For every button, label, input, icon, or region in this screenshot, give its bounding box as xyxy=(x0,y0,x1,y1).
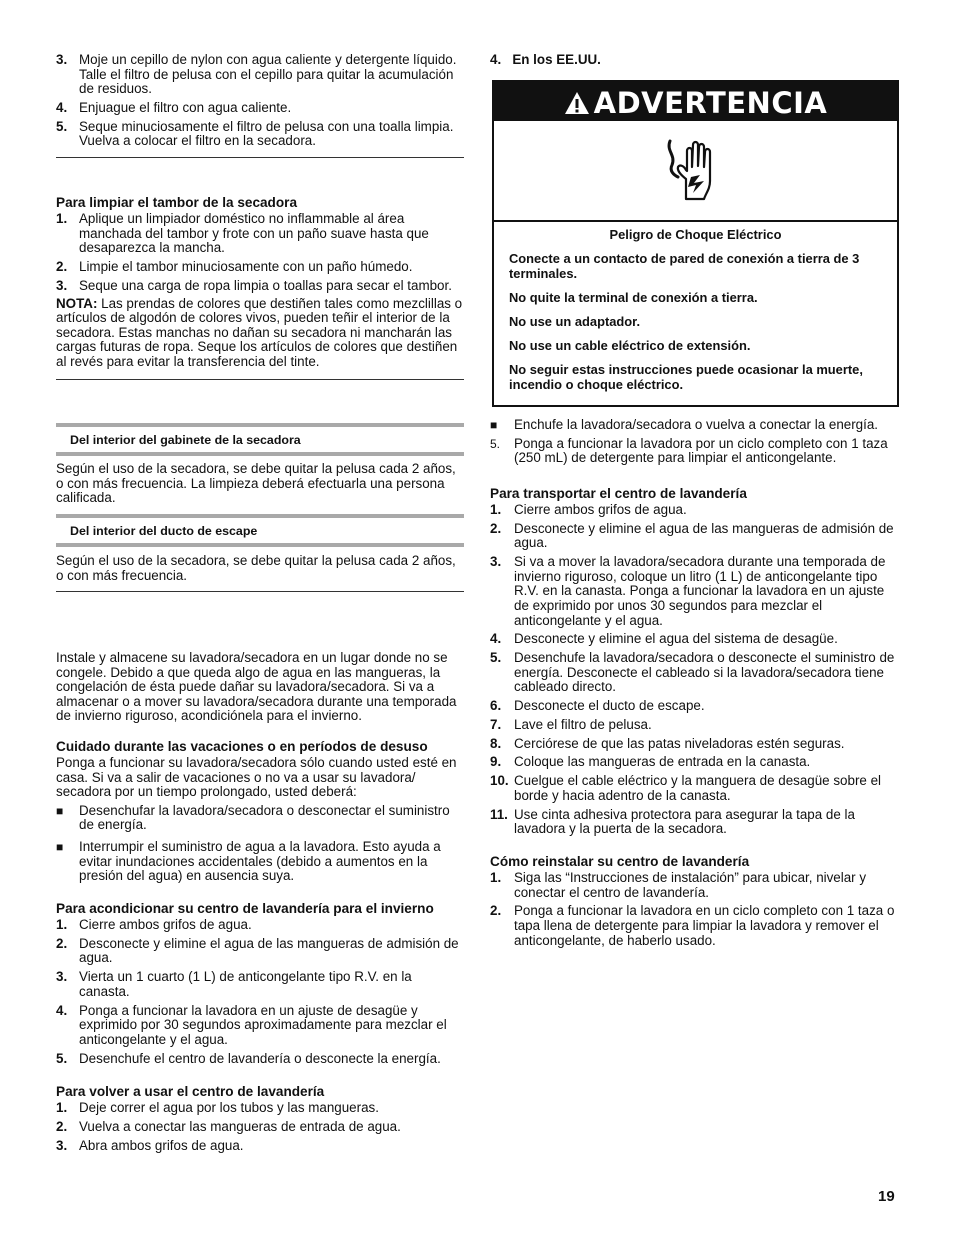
vacation-bullets xyxy=(56,804,464,884)
list-item xyxy=(490,808,898,837)
step-number: 2. xyxy=(56,258,68,274)
warning-header xyxy=(494,82,897,121)
filter-steps-list xyxy=(56,53,464,153)
reinstall-section xyxy=(490,854,898,952)
step-number: 2. xyxy=(490,903,502,919)
step-number: 1. xyxy=(56,917,68,932)
warning-line: Conecte a un contacto de pared de conexión a tierra de 3 terminales. xyxy=(509,251,860,281)
step-number: 3. xyxy=(56,277,68,293)
gray-rule xyxy=(56,452,464,456)
list-item xyxy=(490,718,898,733)
step-number: 8. xyxy=(490,735,502,751)
step-number: 1. xyxy=(490,502,502,517)
list-item xyxy=(490,555,898,628)
note-label: NOTA: xyxy=(56,295,98,311)
gray-rule xyxy=(56,514,464,518)
drum-section xyxy=(56,195,464,370)
transport-section xyxy=(490,486,898,841)
list-item xyxy=(56,840,464,884)
reinstall-heading: Cómo reinstalar su centro de lavandería xyxy=(490,854,750,869)
step-text: En los EE.UU. xyxy=(512,52,601,67)
warning-title: Peligro de Choque Eléctrico xyxy=(609,227,782,242)
note-text: Las prendas de colores que destiñen tales como mezclillas o artículos de algodón de colores vivos, pueden teñir el interior de la secadora. Estas manchas no dañan su secadora ni mancharán las cargas futuras de ropa. Seque los artículos de colores que destiñen al revés para evitar la transferencia del tinte. xyxy=(56,295,463,369)
step-number: 1. xyxy=(490,870,502,885)
winter-section xyxy=(56,901,464,1070)
section-divider xyxy=(56,157,464,158)
step-number: 2. xyxy=(56,1118,68,1134)
step-text: Desenchufe la lavadora/secadora o desconecte el suministro de energía. Desconecte el cableado si la lavadora/secadora tiene cableado directo. xyxy=(514,650,895,695)
list-item xyxy=(56,212,464,256)
transport-steps-list xyxy=(490,503,898,837)
warning-icon-area xyxy=(494,121,897,222)
after-warning-list xyxy=(490,418,898,470)
bullet-icon: ■ xyxy=(490,418,498,432)
list-item xyxy=(490,774,898,803)
step-text: Use cinta adhesiva protectora para asegurar la tapa de la lavadora y la puerta de la secadora. xyxy=(514,806,855,837)
list-item xyxy=(56,101,464,116)
step-number: 5. xyxy=(490,436,501,451)
list-item xyxy=(56,1139,464,1154)
list-item xyxy=(56,1120,464,1135)
step-text: Coloque las mangueras de entrada en la canasta. xyxy=(514,754,811,770)
vacation-section xyxy=(56,739,464,888)
step-text: Desenchufe el centro de lavandería o desconecte la energía. xyxy=(79,1050,441,1066)
step-text: Desconecte el ducto de escape. xyxy=(514,698,705,714)
transport-heading: Para transportar el centro de lavandería xyxy=(490,486,747,501)
step-text: Desconecte y elimine el agua de las mangueras de admisión de agua. xyxy=(79,935,459,966)
step-text: Limpie el tambor minuciosamente con un paño húmedo. xyxy=(79,258,413,274)
step-text: Cuelgue el cable eléctrico y la manguera de desagüe sobre el borde y hacia adentro de la canasta. xyxy=(514,773,881,803)
warning-line: No seguir estas instrucciones puede ocasionar la muerte, incendio o choque eléctrico. xyxy=(509,362,863,392)
step-text: Siga las “Instrucciones de instalación” para ubicar, nivelar y conectar el centro de lavandería. xyxy=(514,870,867,900)
list-item xyxy=(56,1004,464,1048)
list-item xyxy=(56,1101,464,1116)
list-item xyxy=(56,120,464,149)
step-text: Desconecte y elimine el agua del sistema de desagüe. xyxy=(514,631,838,647)
step-text: Ponga a funcionar la lavadora por un ciclo completo con 1 taza (250 mL) de detergente para limpiar el anticongelante. xyxy=(514,435,888,466)
duct-text: Según el uso de la secadora, se debe quitar la pelusa cada 2 años, o con más frecuencia. xyxy=(56,553,456,583)
cabinet-heading: Del interior del gabinete de la secadora xyxy=(70,433,301,447)
bullet-icon: ■ xyxy=(56,839,64,854)
list-item xyxy=(490,871,898,900)
step-number: 2. xyxy=(490,520,502,536)
step-text: Cierre ambos grifos de agua. xyxy=(79,917,252,932)
step-number: 6. xyxy=(490,698,502,714)
list-item xyxy=(490,632,898,647)
gray-rule xyxy=(56,543,464,547)
step-number: 10. xyxy=(490,773,509,789)
step-text: Cierre ambos grifos de agua. xyxy=(514,502,687,517)
duct-heading: Del interior del ducto de escape xyxy=(70,524,258,538)
step-number: 5. xyxy=(56,118,68,134)
list-item xyxy=(56,260,464,275)
step-number: 11. xyxy=(490,806,508,822)
step-text: Seque minuciosamente el filtro de pelusa con una toalla limpia. Vuelva a colocar el filtro en la secadora. xyxy=(79,118,454,149)
cabinet-text: Según el uso de la secadora, se debe quitar la pelusa cada 2 años, o con más frecuencia. La limpieza deberá efectuarla una persona calificada. xyxy=(56,461,456,506)
step-text: Ponga a funcionar la lavadora en un ciclo completo con 1 taza o tapa llena de detergente para limpiar la lavadora y remover el anticongelante, de haberlo usado. xyxy=(514,903,895,948)
step-number: 4. xyxy=(490,52,502,67)
list-item xyxy=(490,737,898,752)
step-number: 2. xyxy=(56,935,68,951)
warning-header-text: ADVERTENCIA xyxy=(593,86,828,120)
list-item xyxy=(490,418,898,433)
warning-body xyxy=(494,222,897,392)
gray-rule xyxy=(56,423,464,427)
step-number: 4. xyxy=(490,631,502,647)
drum-heading: Para limpiar el tambor de la secadora xyxy=(56,195,298,210)
reuse-heading: Para volver a usar el centro de lavandería xyxy=(56,1084,325,1099)
list-item xyxy=(56,1052,464,1067)
step-text: Moje un cepillo de nylon con agua caliente y detergente líquido. Talle el filtro de pelusa con el cepillo para quitar la acumulación de residuos. xyxy=(79,52,457,97)
bullet-text: Desenchufar la lavadora/secadora o desconectar el suministro de energía. xyxy=(79,802,450,833)
step-text: Vuelva a conectar las mangueras de entrada de agua. xyxy=(79,1118,401,1134)
step-text: Desconecte y elimine el agua de las mangueras de admisión de agua. xyxy=(514,520,894,551)
step-number: 3. xyxy=(56,1137,68,1153)
drum-note xyxy=(56,297,464,370)
step-number: 4. xyxy=(56,1002,68,1018)
vacation-heading: Cuidado durante las vacaciones o en períodos de desuso xyxy=(56,739,428,754)
list-item xyxy=(490,755,898,770)
step-text: Lave el filtro de pelusa. xyxy=(514,716,652,732)
warning-box xyxy=(492,80,899,407)
bullet-icon: ■ xyxy=(56,803,64,818)
warning-line: No use un cable eléctrico de extensión. xyxy=(509,337,751,353)
list-item xyxy=(490,437,898,466)
step-text: Cerciórese de que las patas niveladoras estén seguras. xyxy=(514,735,845,751)
winter-heading: Para acondicionar su centro de lavandería para el invierno xyxy=(56,901,434,916)
reinstall-steps-list xyxy=(490,871,898,948)
step-number: 5. xyxy=(490,650,502,666)
list-item xyxy=(56,804,464,833)
list-item xyxy=(56,970,464,999)
list-item xyxy=(490,522,898,551)
list-item xyxy=(56,937,464,966)
warning-line: No quite la terminal de conexión a tierra. xyxy=(509,289,758,305)
step-text: Enjuague el filtro con agua caliente. xyxy=(79,99,292,115)
list-item xyxy=(490,503,898,518)
step-text: Seque una carga de ropa limpia o toallas para secar el tambor. xyxy=(79,277,452,293)
step-number: 1. xyxy=(56,211,68,226)
step-text: Si va a mover la lavadora/secadora durante una temporada de invierno riguroso, coloque un litro (1 L) de anticongelante tipo R.V. en la canasta. Ponga a funcionar la lavadora en un ajuste de exprimido por unos 30 segundos para mezclar el anticongelante y el agua. xyxy=(514,554,886,628)
step-number: 3. xyxy=(56,52,68,67)
step-text: Enchufe la lavadora/secadora o vuelva a conectar la energía. xyxy=(514,417,879,432)
section-divider xyxy=(56,591,464,592)
step-number: 3. xyxy=(490,554,502,570)
step-number: 1. xyxy=(56,1100,68,1115)
step-number: 9. xyxy=(490,754,502,770)
list-item xyxy=(490,904,898,948)
list-item xyxy=(56,918,464,933)
list-item xyxy=(56,279,464,294)
list-item xyxy=(490,651,898,695)
drum-steps-list xyxy=(56,212,464,293)
reuse-steps-list xyxy=(56,1101,464,1153)
vacation-text: Ponga a funcionar su lavadora/secadora sólo cuando usted esté en casa. Si va a salir de vacaciones o no va a usar su lavadora/ secadora por un tiempo prolongado, usted deberá: xyxy=(56,755,457,800)
install-text: Instale y almacene su lavadora/secadora en un lugar donde no se congele. Debido a que queda algo de agua en las mangueras, la congelación de ésta puede dañar su lavadora/secadora. Si va a almacenar o a mover su lavadora/secadora durante una temporada de invierno riguroso, acondiciónela para el invierno. xyxy=(56,650,457,724)
page-number: 19 xyxy=(878,1188,895,1205)
winter-steps-list xyxy=(56,918,464,1066)
warning-triangle-icon xyxy=(564,91,590,115)
warning-line: No use un adaptador. xyxy=(509,313,641,329)
step-number: 7. xyxy=(490,716,502,732)
step-text: Deje correr el agua por los tubos y las mangueras. xyxy=(79,1100,379,1115)
bullet-text: Interrumpir el suministro de agua a la lavadora. Esto ayuda a evitar inundaciones accidentales (debido a aumentos en la presión del agua) en ausencia suya. xyxy=(79,838,441,884)
step-number: 4. xyxy=(56,99,68,115)
electric-shock-hand-icon xyxy=(664,137,724,205)
section-divider xyxy=(56,379,464,380)
list-item xyxy=(56,53,464,97)
step-text: Aplique un limpiador doméstico no inflammable al área manchada del tambor y frote con un paño suave hasta que desaparezca la mancha. xyxy=(79,211,429,256)
step-text: Vierta un 1 cuarto (1 L) de anticongelante tipo R.V. en la canasta. xyxy=(79,969,412,999)
step-text: Abra ambos grifos de agua. xyxy=(79,1137,244,1153)
step-text: Ponga a funcionar la lavadora en un ajuste de desagüe y exprimido por 30 segundos aproximadamente para mezclar el anticongelante y el agua. xyxy=(79,1002,447,1047)
reuse-section xyxy=(56,1084,464,1157)
list-item xyxy=(490,699,898,714)
step-number: 5. xyxy=(56,1050,68,1066)
step-4-us xyxy=(490,53,898,68)
step-number: 3. xyxy=(56,969,68,985)
